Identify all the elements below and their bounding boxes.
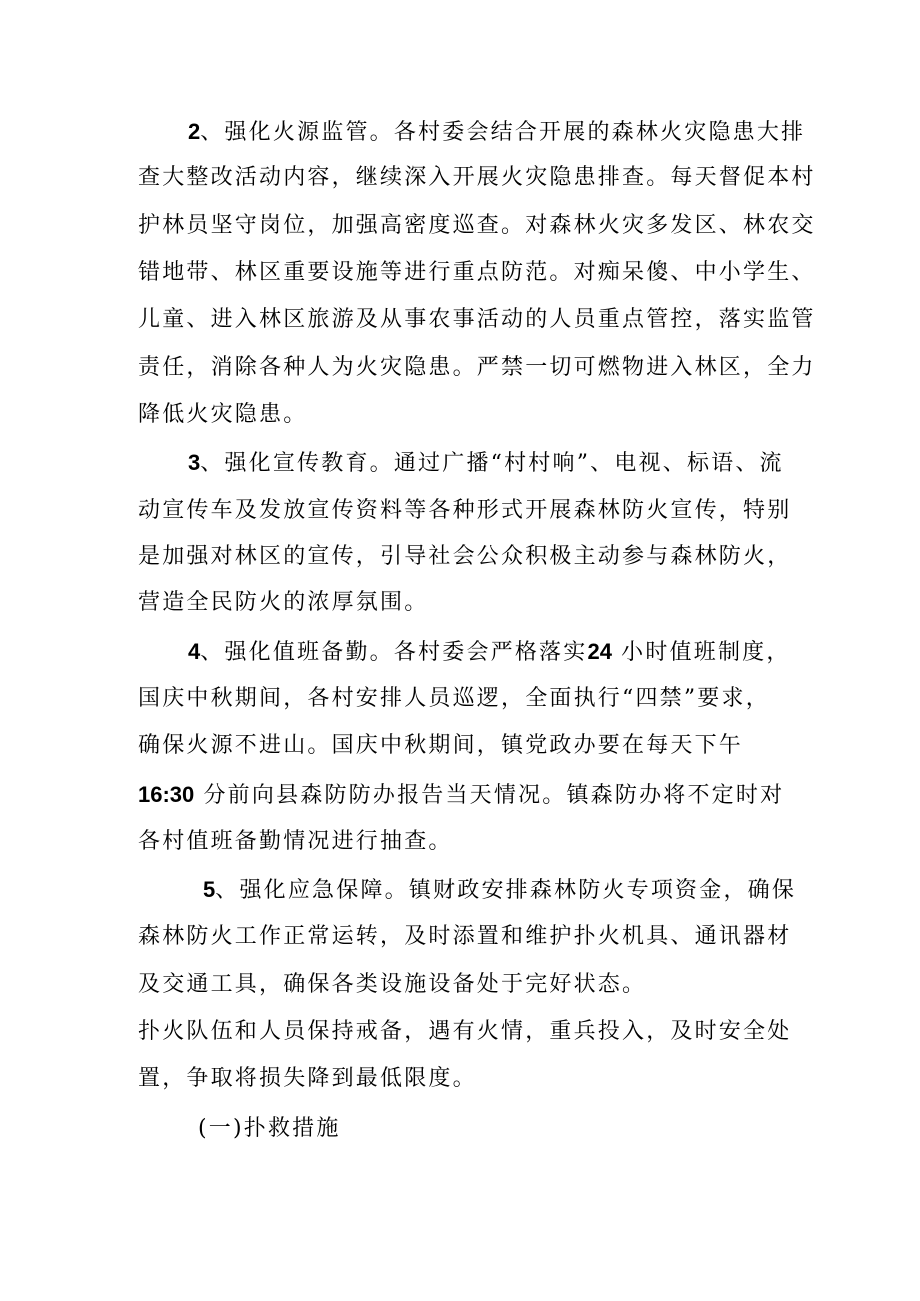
sec4-text-1a: 、强化值班备勤。各村委会严格落实	[200, 640, 588, 665]
sec5-line-5: 置，争取将损失降到最低限度。	[138, 1066, 477, 1091]
sec2-line-2: 查大整改活动内容，继续深入开展火灾隐患排查。每天督促本村	[138, 165, 816, 190]
sec5-line-3: 及交通工具，确保各类设施设备处于完好状态。	[138, 972, 647, 997]
subheading-rescue-measures: (一)扑救措施	[198, 1116, 341, 1141]
sec3-line-2: 动宣传车及发放宣传资料等各种形式开展森林防火宣传，特别	[138, 498, 792, 523]
sec3-line-3: 是加强对林区的宣传，引导社会公众积极主动参与森林防火，	[138, 544, 792, 569]
sec4-line-3: 确保火源不进山。国庆中秋期间，镇党政办要在每天下午	[138, 733, 744, 758]
sec4-text-1b: 小时值班制度，	[621, 640, 791, 665]
sec2-line-6: 责任，消除各种人为火灾隐患。严禁一切可燃物进入林区，全力	[138, 355, 816, 380]
sec5-line-1	[203, 875, 796, 906]
sec4-line-1	[188, 637, 791, 668]
sec2-line-5: 儿童、进入林区旅游及从事农事活动的人员重点管控，落实监管	[138, 307, 816, 332]
sec4-time: 16:30	[138, 782, 195, 807]
sec2-line-4: 错地带、林区重要设施等进行重点防范。对痴呆傻、中小学生、	[138, 260, 816, 285]
sec3-text-1: 、强化宣传教育。通过广播“村村响”、电视、标语、流	[200, 451, 784, 476]
sec2-text-1: 、强化火源监管。各村委会结合开展的森林火灾隐患大排	[200, 120, 806, 145]
sec2-number: 2	[188, 119, 201, 144]
sec4-text-4: 分前向县森防防办报告当天情况。镇森防办将不定时对	[203, 783, 785, 808]
sec3-line-4: 营造全民防火的浓厚氛围。	[138, 590, 429, 615]
sec3-number: 3	[188, 450, 201, 475]
sec5-line-2: 森林防火工作正常运转，及时添置和维护扑火机具、通讯器材	[138, 924, 792, 949]
sec2-line-1	[188, 117, 805, 148]
sec2-line-3: 护林员坚守岗位，加强高密度巡查。对森林火灾多发区、林农交	[138, 213, 816, 238]
sec4-number: 4	[188, 639, 201, 664]
sec4-line-5: 各村值班备勤情况进行抽查。	[138, 829, 453, 854]
sec2-line-7: 降低火灾隐患。	[138, 402, 308, 427]
sec4-line-4	[138, 780, 784, 811]
sec5-text-1: 、强化应急保障。镇财政安排森林防火专项资金，确保	[215, 878, 797, 903]
sec5-number: 5	[203, 877, 216, 902]
sec5-line-4: 扑火队伍和人员保持戒备，遇有火情，重兵投入，及时安全处	[138, 1019, 792, 1044]
sec4-line-2: 国庆中秋期间，各村安排人员巡逻，全面执行“四禁”要求，	[138, 686, 770, 711]
sec3-line-1	[188, 448, 784, 479]
sec4-hours: 24	[587, 639, 612, 664]
